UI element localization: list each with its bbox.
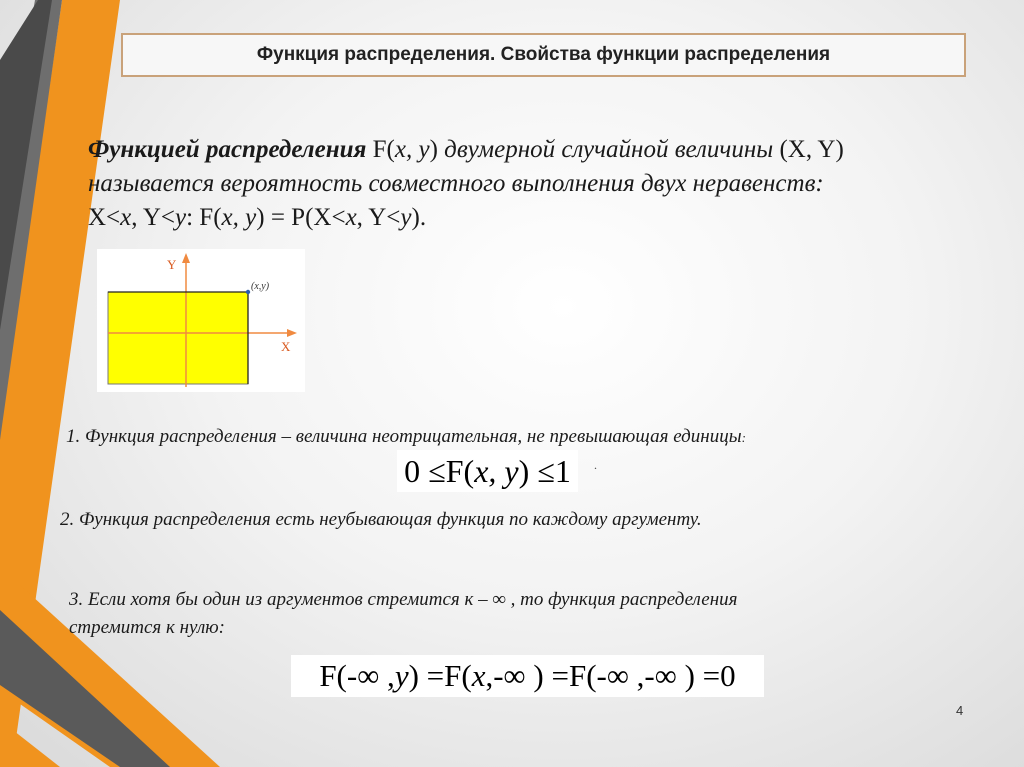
property-2: 2. Функция распределения есть неубывающая функция по каждому аргументу. bbox=[60, 509, 702, 530]
property-1: 1. Функция распределения – величина неотрицательная, не превышающая единицы: bbox=[66, 426, 746, 447]
definition-line-3: X<x, Y<y: F(x, y) = P(X<x, Y<y). bbox=[88, 204, 427, 231]
slide-title: Функция распределения. Свойства функции распределения bbox=[121, 33, 966, 77]
distribution-region-figure bbox=[97, 249, 305, 392]
x-axis-label: X bbox=[281, 339, 291, 354]
definition-paragraph bbox=[88, 133, 968, 235]
y-axis-label: Y bbox=[167, 257, 177, 272]
region-fill bbox=[108, 292, 248, 384]
definition-line-2: называется вероятность совместного выполнения двух неравенств: bbox=[88, 170, 824, 197]
formula-bounds: 0 ≤F( x, y ) ≤1 bbox=[397, 450, 578, 492]
y-axis-arrow bbox=[182, 253, 190, 263]
stray-dot: . bbox=[594, 458, 597, 472]
definition-term: Функцией распределения bbox=[88, 136, 367, 163]
page-number: 4 bbox=[956, 703, 964, 718]
x-axis-arrow bbox=[287, 329, 297, 337]
formula-limits: F(-∞ , y ) =F( x ,-∞ ) =F(-∞ ,-∞ ) =0 bbox=[291, 655, 764, 697]
definition-line-1: Функцией распределения F(x, y) двумерной случайной величины (X, Y) bbox=[88, 136, 844, 163]
point-label: (x,y) bbox=[251, 281, 270, 292]
point-marker bbox=[246, 290, 250, 294]
property-3: 3. Если хотя бы один из аргументов стремится к – ∞ , то функция распределения стремится к нулю: bbox=[69, 589, 738, 638]
